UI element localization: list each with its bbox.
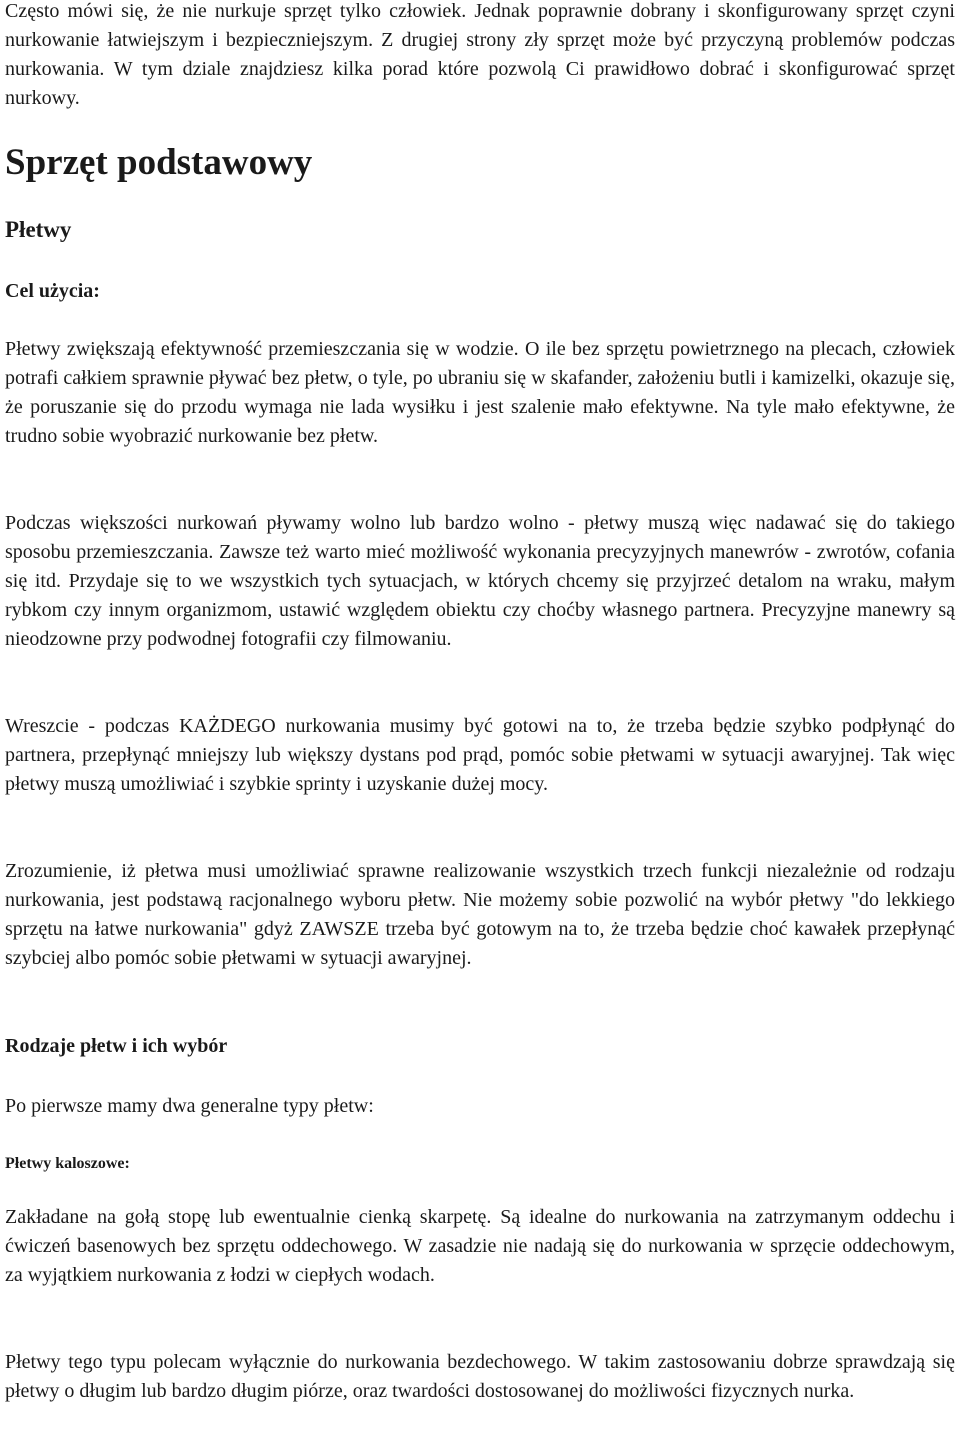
type1-heading: Płetwy kaloszowe: xyxy=(5,1155,130,1172)
types-intro: Po pierwsze mamy dwa generalne typy płetw: xyxy=(5,1095,374,1117)
usage-paragraph-2: Podczas większości nurkowań pływamy wolno lub bardzo wolno - płetwy muszą więc nadawać się do takiego sposobu przemieszczania. Zawsze też warto mieć możliwość wykonania precyzyjnych manewrów - zwrotów, cofania się itd. Przydaje się to we wszystkich tych sytuacjach, w których chcemy się przyjrzeć detalom na wraku, małym rybkom czy innym organizmom, ustawić względem obiektu czy choćby własnego partnera. Precyzyjne manewry są nieodzowne przy podwodnej fotografii czy filmowaniu. xyxy=(5,512,955,650)
usage-paragraph-3: Wreszcie - podczas KAŻDEGO nurkowania musimy być gotowi na to, że trzeba będzie szybko podpłynąć do partnera, przepłynąć mniejszy lub większy dystans pod prąd, pomóc sobie płetwami w sytuacji awaryjnej. Tak więc płetwy muszą umożliwiać i szybkie sprinty i uzyskanie dużej mocy. xyxy=(5,715,955,795)
subsection-title: Płetwy xyxy=(5,217,72,242)
section-title: Sprzęt podstawowy xyxy=(5,142,313,183)
types-heading: Rodzaje płetw i ich wybór xyxy=(5,1035,228,1057)
type1-paragraph-2: Płetwy tego typu polecam wyłącznie do nurkowania bezdechowego. W takim zastosowaniu dobrze sprawdzają się płetwy o długim lub bardzo długim piórze, oraz twardości dostosowanej do możliwości fizycznych nurka. xyxy=(5,1351,955,1402)
usage-heading: Cel użycia: xyxy=(5,280,100,302)
usage-paragraph-1: Płetwy zwiększają efektywność przemieszczania się w wodzie. O ile bez sprzętu powietrznego na plecach, człowiek potrafi całkiem sprawnie pływać bez płetw, o tyle, po ubraniu się w skafander, założeniu butli i kamizelki, okazuje się, że poruszanie się do przodu wymaga nie lada wysiłku i jest szalenie mało efektywne. Na tyle mało efektywne, że trudno sobie wyobrazić nurkowanie bez płetw. xyxy=(5,338,955,447)
type1-paragraph-1: Zakładane na gołą stopę lub ewentualnie cienką skarpetę. Są idealne do nurkowania na zatrzymanym oddechu i ćwiczeń basenowych bez sprzętu oddechowego. W zasadzie nie nadają się do nurkowania w sprzęcie oddechowym, za wyjątkiem nurkowania z łodzi w ciepłych wodach. xyxy=(5,1206,955,1286)
intro-paragraph: Często mówi się, że nie nurkuje sprzęt tylko człowiek. Jednak poprawnie dobrany i skonfigurowany sprzęt czyni nurkowanie łatwiejszym i bezpieczniejszym. Z drugiej strony zły sprzęt może być przyczyną problemów podczas nurkowania. W tym dziale znajdziesz kilka porad które pozwolą Ci prawidłowo dobrać i skonfigurować sprzęt nurkowy. xyxy=(5,0,955,109)
usage-paragraph-4: Zrozumienie, iż płetwa musi umożliwiać sprawne realizowanie wszystkich trzech funkcji niezależnie od rodzaju nurkowania, jest podstawą racjonalnego wyboru płetw. Nie możemy sobie pozwolić na wybór płetwy "do lekkiego sprzętu na łatwe nurkowania" gdyż ZAWSZE trzeba być gotowym na to, że trzeba będzie choć kawałek przepłynąć szybciej albo pomóc sobie płetwami w sytuacji awaryjnej. xyxy=(5,860,955,969)
